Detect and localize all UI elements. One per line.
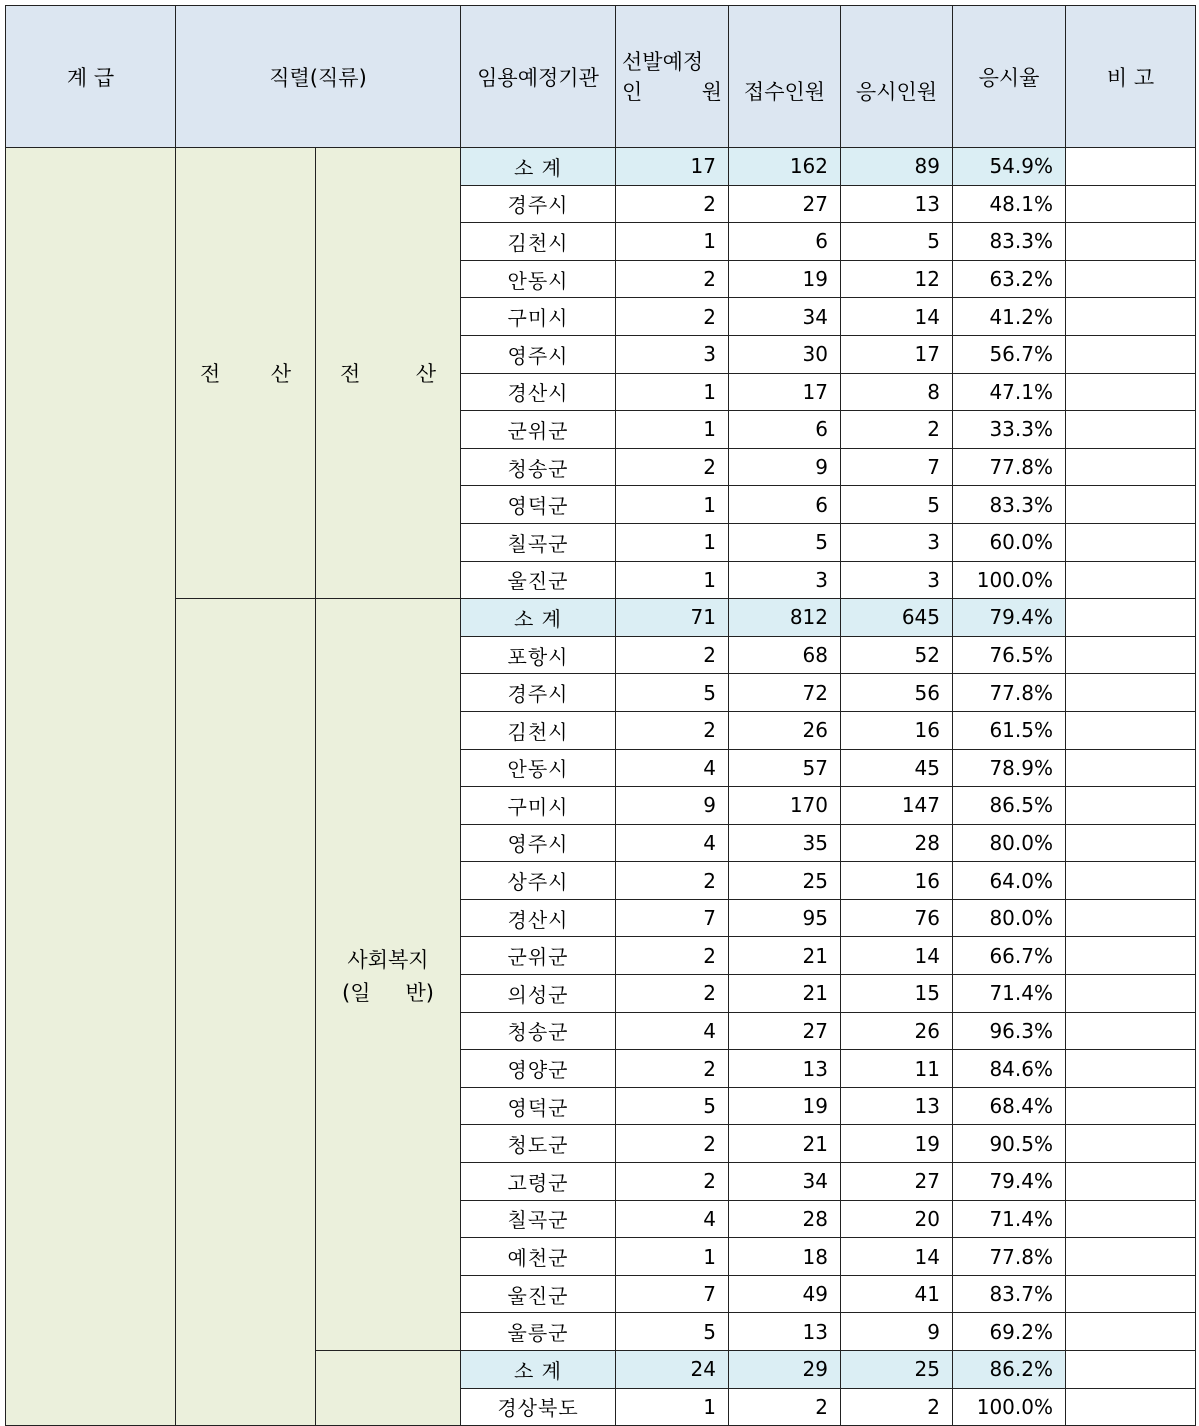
examinees-cell: 7 (841, 448, 953, 486)
remarks-cell (1066, 1012, 1196, 1050)
header-planned-line2b: 원 (701, 79, 722, 104)
planned-cell: 1 (616, 1388, 729, 1426)
planned-cell: 1 (616, 486, 729, 524)
agency-cell: 경주시 (461, 185, 616, 223)
examinees-cell: 13 (841, 185, 953, 223)
rate-cell: 60.0% (953, 523, 1066, 561)
rate-cell: 79.4% (953, 599, 1066, 637)
class-line-1: 사회복지 (347, 947, 429, 972)
agency-cell: 청도군 (461, 1125, 616, 1163)
applicants-cell: 29 (729, 1351, 841, 1389)
grade-cell (6, 148, 176, 1426)
table-row (6, 148, 1196, 186)
agency-cell: 영덕군 (461, 486, 616, 524)
examinees-cell: 15 (841, 975, 953, 1013)
remarks-cell (1066, 1125, 1196, 1163)
remarks-cell (1066, 1087, 1196, 1125)
planned-cell: 1 (616, 1238, 729, 1276)
applicants-cell: 2 (729, 1388, 841, 1426)
rate-cell: 77.8% (953, 448, 1066, 486)
applicants-cell: 6 (729, 486, 841, 524)
applicants-cell: 26 (729, 711, 841, 749)
rate-cell: 63.2% (953, 260, 1066, 298)
remarks-cell (1066, 1200, 1196, 1238)
remarks-cell (1066, 975, 1196, 1013)
series-char-2: 산 (270, 362, 291, 387)
applicants-cell: 57 (729, 749, 841, 787)
planned-cell: 2 (616, 975, 729, 1013)
agency-cell: 경주시 (461, 674, 616, 712)
applicants-cell: 13 (729, 1313, 841, 1351)
remarks-cell (1066, 1351, 1196, 1389)
planned-cell: 17 (616, 148, 729, 186)
table-body (6, 148, 1196, 1426)
rate-cell: 86.2% (953, 1351, 1066, 1389)
header-remarks: 비 고 (1066, 6, 1196, 148)
agency-cell: 군위군 (461, 411, 616, 449)
remarks-cell (1066, 148, 1196, 186)
remarks-cell (1066, 787, 1196, 825)
rate-cell: 83.7% (953, 1275, 1066, 1313)
planned-cell: 2 (616, 862, 729, 900)
examinees-cell: 13 (841, 1087, 953, 1125)
agency-cell: 영주시 (461, 335, 616, 373)
planned-cell: 2 (616, 1125, 729, 1163)
applicants-cell: 3 (729, 561, 841, 599)
agency-cell: 영양군 (461, 1050, 616, 1088)
examinees-cell: 28 (841, 824, 953, 862)
header-applicants: 접수인원 (729, 6, 841, 148)
planned-cell: 5 (616, 1313, 729, 1351)
agency-cell: 소 계 (461, 599, 616, 637)
applicants-cell: 9 (729, 448, 841, 486)
agency-cell: 울릉군 (461, 1313, 616, 1351)
agency-cell: 청송군 (461, 448, 616, 486)
header-planned (616, 6, 729, 148)
remarks-cell (1066, 937, 1196, 975)
examinees-cell: 8 (841, 373, 953, 411)
class-line-2a: (일 (342, 980, 371, 1005)
remarks-cell (1066, 1313, 1196, 1351)
planned-cell: 4 (616, 1012, 729, 1050)
rate-cell: 41.2% (953, 298, 1066, 336)
remarks-cell (1066, 260, 1196, 298)
planned-cell: 7 (616, 1275, 729, 1313)
remarks-cell (1066, 599, 1196, 637)
agency-cell: 안동시 (461, 260, 616, 298)
remarks-cell (1066, 711, 1196, 749)
rate-cell: 80.0% (953, 824, 1066, 862)
rate-cell: 76.5% (953, 636, 1066, 674)
rate-cell: 78.9% (953, 749, 1066, 787)
planned-cell: 2 (616, 260, 729, 298)
rate-cell: 96.3% (953, 1012, 1066, 1050)
applicants-cell: 19 (729, 1087, 841, 1125)
planned-cell: 9 (616, 787, 729, 825)
planned-cell: 1 (616, 561, 729, 599)
rate-cell: 77.8% (953, 674, 1066, 712)
remarks-cell (1066, 373, 1196, 411)
remarks-cell (1066, 1388, 1196, 1426)
remarks-cell (1066, 1050, 1196, 1088)
rate-cell: 90.5% (953, 1125, 1066, 1163)
applicants-cell: 21 (729, 937, 841, 975)
rate-cell: 83.3% (953, 223, 1066, 261)
applicants-cell: 6 (729, 411, 841, 449)
rate-cell: 71.4% (953, 1200, 1066, 1238)
header-agency: 임용예정기관 (461, 6, 616, 148)
agency-cell: 의성군 (461, 975, 616, 1013)
applicants-cell: 68 (729, 636, 841, 674)
agency-cell: 경산시 (461, 373, 616, 411)
agency-cell: 예천군 (461, 1238, 616, 1276)
examinees-cell: 41 (841, 1275, 953, 1313)
agency-cell: 칠곡군 (461, 1200, 616, 1238)
remarks-cell (1066, 185, 1196, 223)
remarks-cell (1066, 1238, 1196, 1276)
applicants-cell: 812 (729, 599, 841, 637)
rate-cell: 61.5% (953, 711, 1066, 749)
agency-cell: 구미시 (461, 787, 616, 825)
rate-cell: 69.2% (953, 1313, 1066, 1351)
examinees-cell: 3 (841, 523, 953, 561)
applicants-cell: 6 (729, 223, 841, 261)
agency-cell: 김천시 (461, 711, 616, 749)
examinees-cell: 9 (841, 1313, 953, 1351)
applicants-cell: 18 (729, 1238, 841, 1276)
applicants-cell: 34 (729, 298, 841, 336)
header-examinees: 응시인원 (841, 6, 953, 148)
rate-cell: 80.0% (953, 899, 1066, 937)
planned-cell: 5 (616, 674, 729, 712)
agency-cell: 고령군 (461, 1163, 616, 1201)
agency-cell: 소 계 (461, 148, 616, 186)
table-row (6, 599, 1196, 637)
examinees-cell: 14 (841, 298, 953, 336)
agency-cell: 소 계 (461, 1351, 616, 1389)
applicants-cell: 27 (729, 185, 841, 223)
agency-cell: 칠곡군 (461, 523, 616, 561)
applicants-cell: 21 (729, 975, 841, 1013)
remarks-cell (1066, 674, 1196, 712)
rate-cell: 100.0% (953, 1388, 1066, 1426)
examinees-cell: 45 (841, 749, 953, 787)
agency-cell: 영덕군 (461, 1087, 616, 1125)
applicants-cell: 21 (729, 1125, 841, 1163)
examinees-cell: 3 (841, 561, 953, 599)
applicants-cell: 162 (729, 148, 841, 186)
planned-cell: 71 (616, 599, 729, 637)
exam-statistics-table (5, 5, 1196, 1426)
agency-cell: 군위군 (461, 937, 616, 975)
examinees-cell: 89 (841, 148, 953, 186)
examinees-cell: 26 (841, 1012, 953, 1050)
applicants-cell: 72 (729, 674, 841, 712)
remarks-cell (1066, 411, 1196, 449)
agency-cell: 울진군 (461, 1275, 616, 1313)
examinees-cell: 14 (841, 937, 953, 975)
remarks-cell (1066, 448, 1196, 486)
planned-cell: 2 (616, 1050, 729, 1088)
remarks-cell (1066, 862, 1196, 900)
agency-cell: 상주시 (461, 862, 616, 900)
applicants-cell: 28 (729, 1200, 841, 1238)
planned-cell: 4 (616, 749, 729, 787)
examinees-cell: 645 (841, 599, 953, 637)
rate-cell: 47.1% (953, 373, 1066, 411)
rate-cell: 68.4% (953, 1087, 1066, 1125)
examinees-cell: 12 (841, 260, 953, 298)
planned-cell: 1 (616, 411, 729, 449)
series-cell (176, 599, 316, 1426)
examinees-cell: 11 (841, 1050, 953, 1088)
planned-cell: 1 (616, 223, 729, 261)
examinees-cell: 5 (841, 223, 953, 261)
rate-cell: 54.9% (953, 148, 1066, 186)
remarks-cell (1066, 1275, 1196, 1313)
applicants-cell: 13 (729, 1050, 841, 1088)
remarks-cell (1066, 561, 1196, 599)
examinees-cell: 17 (841, 335, 953, 373)
remarks-cell (1066, 899, 1196, 937)
planned-cell: 2 (616, 937, 729, 975)
planned-cell: 7 (616, 899, 729, 937)
applicants-cell: 19 (729, 260, 841, 298)
remarks-cell (1066, 486, 1196, 524)
agency-cell: 포항시 (461, 636, 616, 674)
applicants-cell: 17 (729, 373, 841, 411)
header-rate: 응시율 (953, 6, 1066, 148)
class-line-2b: 반) (405, 980, 434, 1005)
applicants-cell: 170 (729, 787, 841, 825)
remarks-cell (1066, 298, 1196, 336)
agency-cell: 울진군 (461, 561, 616, 599)
examinees-cell: 27 (841, 1163, 953, 1201)
series-cell (176, 148, 316, 599)
examinees-cell: 16 (841, 711, 953, 749)
examinees-cell: 16 (841, 862, 953, 900)
planned-cell: 2 (616, 298, 729, 336)
agency-cell: 김천시 (461, 223, 616, 261)
examinees-cell: 76 (841, 899, 953, 937)
examinees-cell: 2 (841, 411, 953, 449)
remarks-cell (1066, 523, 1196, 561)
agency-cell: 구미시 (461, 298, 616, 336)
planned-cell: 5 (616, 1087, 729, 1125)
agency-cell: 청송군 (461, 1012, 616, 1050)
agency-cell: 영주시 (461, 824, 616, 862)
planned-cell: 3 (616, 335, 729, 373)
class-char-1: 전 (340, 362, 361, 387)
planned-cell: 2 (616, 185, 729, 223)
agency-cell: 경상북도 (461, 1388, 616, 1426)
examinees-cell: 25 (841, 1351, 953, 1389)
examinees-cell: 147 (841, 787, 953, 825)
planned-cell: 2 (616, 711, 729, 749)
examinees-cell: 5 (841, 486, 953, 524)
applicants-cell: 35 (729, 824, 841, 862)
agency-cell: 경산시 (461, 899, 616, 937)
rate-cell: 71.4% (953, 975, 1066, 1013)
rate-cell: 100.0% (953, 561, 1066, 599)
class-cell (316, 148, 461, 599)
examinees-cell: 56 (841, 674, 953, 712)
header-grade: 계 급 (6, 6, 176, 148)
rate-cell: 48.1% (953, 185, 1066, 223)
rate-cell: 79.4% (953, 1163, 1066, 1201)
rate-cell: 86.5% (953, 787, 1066, 825)
class-cell-social-welfare (316, 599, 461, 1351)
planned-cell: 1 (616, 523, 729, 561)
examinees-cell: 20 (841, 1200, 953, 1238)
class-char-2: 산 (415, 362, 436, 387)
examinees-cell: 14 (841, 1238, 953, 1276)
header-series: 직렬(직류) (176, 6, 461, 148)
examinees-cell: 52 (841, 636, 953, 674)
applicants-cell: 34 (729, 1163, 841, 1201)
remarks-cell (1066, 223, 1196, 261)
header-planned-line1: 선발예정 (622, 49, 704, 74)
rate-cell: 33.3% (953, 411, 1066, 449)
header-planned-line2a: 인 (622, 79, 643, 104)
applicants-cell: 25 (729, 862, 841, 900)
header-row (6, 6, 1196, 148)
rate-cell: 66.7% (953, 937, 1066, 975)
planned-cell: 4 (616, 1200, 729, 1238)
remarks-cell (1066, 335, 1196, 373)
applicants-cell: 95 (729, 899, 841, 937)
rate-cell: 84.6% (953, 1050, 1066, 1088)
remarks-cell (1066, 824, 1196, 862)
agency-cell: 안동시 (461, 749, 616, 787)
remarks-cell (1066, 636, 1196, 674)
applicants-cell: 30 (729, 335, 841, 373)
rate-cell: 83.3% (953, 486, 1066, 524)
examinees-cell: 19 (841, 1125, 953, 1163)
examinees-cell: 2 (841, 1388, 953, 1426)
planned-cell: 4 (616, 824, 729, 862)
rate-cell: 56.7% (953, 335, 1066, 373)
rate-cell: 77.8% (953, 1238, 1066, 1276)
remarks-cell (1066, 749, 1196, 787)
applicants-cell: 49 (729, 1275, 841, 1313)
applicants-cell: 27 (729, 1012, 841, 1050)
planned-cell: 2 (616, 448, 729, 486)
series-char-1: 전 (200, 362, 221, 387)
class-cell (316, 1351, 461, 1426)
planned-cell: 2 (616, 1163, 729, 1201)
planned-cell: 24 (616, 1351, 729, 1389)
planned-cell: 2 (616, 636, 729, 674)
remarks-cell (1066, 1163, 1196, 1201)
rate-cell: 64.0% (953, 862, 1066, 900)
planned-cell: 1 (616, 373, 729, 411)
applicants-cell: 5 (729, 523, 841, 561)
